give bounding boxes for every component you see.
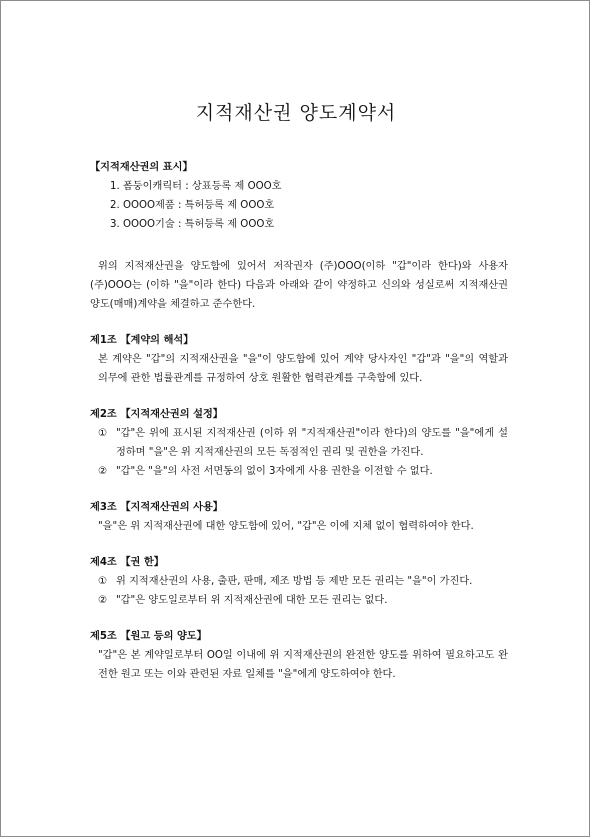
clause-text: "갑"은 위에 표시된 지적재산권 (이하 위 "지적재산권"이라 한다)의 양도를 "을"에게 설정하며 "을"은 위 지적재산권의 모든 독점적인 권리 및 권한을 가진다. <box>116 428 508 458</box>
article-body: "을"은 위 지적재산권에 대한 양도함에 있어, "갑"은 이에 지체 없이 협력하여야 한다. <box>98 521 474 532</box>
article-body: "갑"은 본 계약일로부터 OO일 이내에 위 지적재산권의 완전한 양도를 위하여 필요하고도 완전한 원고 또는 이와 관련된 자료 일체를 "을"에게 양도하여야 한다. <box>98 650 508 680</box>
article-5 <box>90 627 508 684</box>
clause-number: ② <box>98 466 108 477</box>
article-2 <box>90 405 508 481</box>
article-heading: 제1조 【계약의 해석】 <box>90 335 194 346</box>
document-title: 지적재산권 양도계약서 <box>195 102 397 124</box>
article-heading: 제5조 【원고 등의 양도】 <box>90 631 207 642</box>
article-1 <box>90 331 508 388</box>
ip-display-item: 2. OOOO제품 : 특허등록 제 OOO호 <box>110 200 275 211</box>
article-heading: 제2조 【지적재산권의 설정】 <box>90 409 223 420</box>
article-3 <box>90 498 508 536</box>
clause-text: "갑"은 양도일로부터 위 지적재산권에 대한 모든 권리는 없다. <box>116 595 388 606</box>
clause-item <box>90 591 508 610</box>
ip-display-section <box>90 158 508 234</box>
clause-text: "갑"은 "을"의 사전 서면동의 없이 3자에게 사용 권한을 이전할 수 없다. <box>116 466 433 477</box>
clause-text: 위 지적재산권의 사용, 출판, 판매, 제조 방법 등 제반 모든 권리는 "을"이 가진다. <box>116 576 473 587</box>
ip-display-item: 1. 폼둥이캐릭터 : 상표등록 제 OOO호 <box>110 181 282 192</box>
clause-number: ② <box>98 595 108 606</box>
clause-number: ① <box>98 428 108 439</box>
article-heading: 제4조 【권 한】 <box>90 557 164 568</box>
document-body <box>90 158 508 684</box>
article-body: 본 계약은 "갑"의 지적재산권을 "을"이 양도함에 있어 계약 당사자인 "갑"과 "을"의 역할과 의무에 관한 법률관계를 규정하여 상호 원활한 협력관계를 구축함에 있다. <box>98 354 508 384</box>
clause-item <box>90 572 508 591</box>
clause-item <box>90 462 508 481</box>
article-4 <box>90 553 508 610</box>
ip-display-item: 3. OOOO기술 : 특허등록 제 OOO호 <box>110 219 275 230</box>
ip-display-heading: 【지적재산권의 표시】 <box>90 162 193 173</box>
clause-number: ① <box>98 576 108 587</box>
intro-paragraph: 위의 지적재산권을 양도함에 있어서 저작권자 (주)OOO(이하 "갑"이라 한다)와 사용자 (주)OOO는 (이하 "을"이라 한다) 다음과 아래와 같이 약정하고 신의와 성실로써 지적재산권 양도(매매)계약을 체결하고 준수한다. <box>90 261 508 310</box>
clause-item <box>90 424 508 462</box>
article-heading: 제3조 【지적재산권의 사용】 <box>90 502 223 513</box>
